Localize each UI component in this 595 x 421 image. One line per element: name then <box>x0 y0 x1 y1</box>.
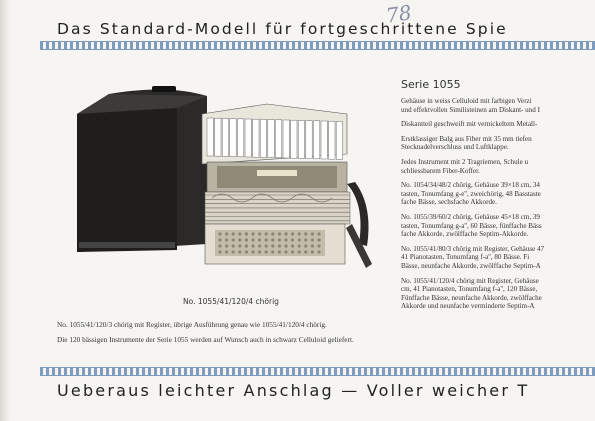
description-line: fache Bässe, sechsfache Akkorde. <box>401 198 497 207</box>
decorative-band-bottom <box>40 367 595 376</box>
description-paragraph <box>401 277 595 311</box>
description-line: und effektvollen Similisteinen am Diskant- und I <box>401 105 540 114</box>
description-line: fache Akkorde, zwölffache Septim-Akkorde. <box>401 230 529 239</box>
description-paragraph <box>401 213 595 239</box>
page-edge <box>0 0 10 421</box>
decorative-band-top <box>40 41 595 50</box>
description-line: Bässe, neunfache Akkorde, zwölffache Septim-A <box>401 261 541 270</box>
description-line: No. 1055/41/80/3 chörig mit Register, Gehäuse 47 <box>401 244 545 253</box>
description-line: No. 1055/41/120/4 chörig mit Register, Gehäuse <box>401 276 539 285</box>
note-line: Die 120 bässigen Instrumente der Serie 1055 werden auf Wunsch auch in schwarz Celluloid geliefert. <box>57 335 354 344</box>
description-line: Stecknadelverschluss und Luftklappe. <box>401 143 509 152</box>
description-line: Jedes Instrument mit 2 Tragriemen, Schule u <box>401 157 529 166</box>
description-line: 41 Pianotasten, Tonumfang f-a'', 80 Bässe. Fi <box>401 253 530 262</box>
description-paragraph <box>401 120 595 129</box>
description-line: Akkorde und neunfache verminderte Septim-A <box>401 302 535 311</box>
description-line: tasten, Tonumfang g-a'', 60 Bässe, fünffache Bäss <box>401 221 542 230</box>
description-line: Gehäuse in weiss Celluloid mit farbigen Verzi <box>401 97 532 105</box>
description-paragraph <box>401 97 595 114</box>
series-title: Serie 1055 <box>401 78 461 91</box>
carrying-case <box>77 86 207 252</box>
description-paragraph <box>401 181 595 207</box>
handwritten-page-number: 78 <box>384 0 413 28</box>
photo-caption: No. 1055/41/120/4 chörig <box>183 297 279 306</box>
description-paragraph <box>401 158 595 175</box>
description-line: tasten, Tonumfang g-e'', zweichörig, 48 Basstaste <box>401 189 541 198</box>
series-description <box>401 97 595 317</box>
accordion-photo <box>57 74 377 294</box>
footer-slogan: Ueberaus leichter Anschlag — Voller weicher T <box>57 381 530 400</box>
description-paragraph <box>401 245 595 271</box>
description-line: No. 1055/39/60/2 chörig, Gehäuse 45×18 cm, 39 <box>401 212 540 221</box>
description-line: Erstklassiger Balg aus Fiber mit 35 mm tiefen <box>401 134 532 143</box>
description-line: Diskantteil geschweift mit vernickeltem Metall- <box>401 120 538 129</box>
description-line: No. 1054/34/48/2 chörig, Gehäuse 39×18 cm, 34 <box>401 181 540 190</box>
description-line: schliessbarem Fiber-Koffer. <box>401 166 480 175</box>
header-title: Das Standard-Modell für fortgeschrittene Spie <box>57 20 508 38</box>
description-line: cm, 41 Pianotasten, Tonumfang f-a'', 120 Bässe, <box>401 285 538 294</box>
description-paragraph <box>401 135 595 152</box>
description-line: Fünffache Bässe, neunfache Akkorde, zwölffache <box>401 293 542 302</box>
note-line: No. 1055/41/120/3 chörig mit Register, übrige Ausführung genau wie 1055/41/120/4 chörig. <box>57 320 327 329</box>
